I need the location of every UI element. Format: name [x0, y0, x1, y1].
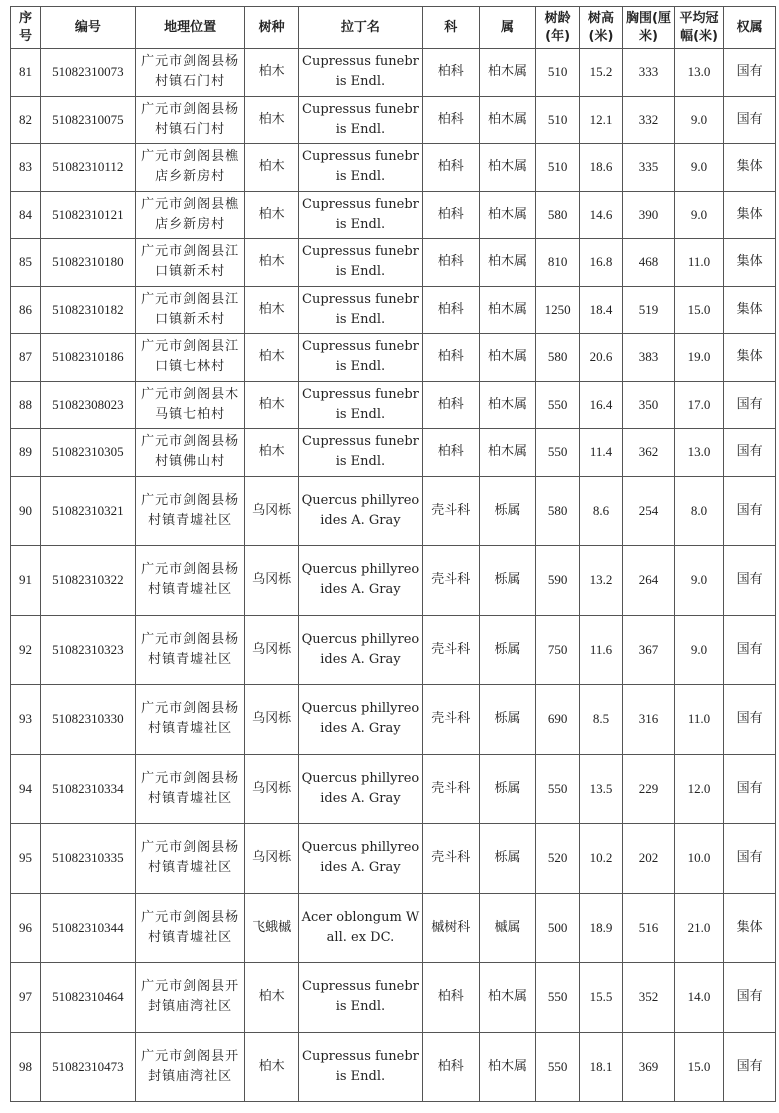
cell-location: 广元市剑阁县杨村镇石门村: [135, 49, 244, 97]
cell-crown: 9.0: [674, 191, 724, 239]
cell-crown: 9.0: [674, 615, 724, 685]
cell-age: 810: [536, 239, 579, 287]
cell-girth: 350: [623, 381, 675, 429]
cell-genus: 栎属: [479, 685, 536, 755]
cell-location: 广元市剑阁县杨村镇青墟社区: [135, 615, 244, 685]
header-ownership: 权属: [724, 7, 776, 49]
cell-location: 广元市剑阁县开封镇庙湾社区: [135, 963, 244, 1033]
cell-code: 51082310323: [40, 615, 135, 685]
cell-age: 550: [536, 963, 579, 1033]
cell-latin-name: Acer oblongum Wall. ex DC.: [299, 893, 423, 963]
cell-age: 590: [536, 546, 579, 616]
cell-seq: 81: [11, 49, 41, 97]
cell-girth: 362: [623, 429, 675, 477]
cell-height: 18.9: [579, 893, 622, 963]
cell-ownership: 集体: [724, 286, 776, 334]
header-genus: 属: [479, 7, 536, 49]
cell-location: 广元市剑阁县杨村镇青墟社区: [135, 824, 244, 894]
cell-crown: 8.0: [674, 476, 724, 546]
table-row: [11, 96, 776, 144]
table-row: [11, 239, 776, 287]
cell-species: 乌冈栎: [245, 685, 299, 755]
cell-age: 580: [536, 191, 579, 239]
cell-height: 16.8: [579, 239, 622, 287]
cell-code: 51082310075: [40, 96, 135, 144]
cell-ownership: 集体: [724, 191, 776, 239]
cell-species: 乌冈栎: [245, 615, 299, 685]
cell-crown: 15.0: [674, 286, 724, 334]
cell-seq: 97: [11, 963, 41, 1033]
cell-crown: 13.0: [674, 49, 724, 97]
cell-genus: 栎属: [479, 754, 536, 824]
cell-genus: 槭属: [479, 893, 536, 963]
cell-height: 14.6: [579, 191, 622, 239]
cell-species: 飞蛾槭: [245, 893, 299, 963]
header-age: 树龄(年): [536, 7, 579, 49]
cell-family: 柏科: [422, 49, 479, 97]
cell-ownership: 国有: [724, 754, 776, 824]
table-row: [11, 381, 776, 429]
header-location: 地理位置: [135, 7, 244, 49]
cell-latin-name: Quercus phillyreoides A. Gray: [299, 754, 423, 824]
cell-ownership: 国有: [724, 546, 776, 616]
cell-crown: 10.0: [674, 824, 724, 894]
cell-girth: 229: [623, 754, 675, 824]
table-row: [11, 144, 776, 192]
cell-age: 580: [536, 476, 579, 546]
cell-latin-name: Quercus phillyreoides A. Gray: [299, 615, 423, 685]
cell-ownership: 国有: [724, 476, 776, 546]
cell-location: 广元市剑阁县樵店乡新房村: [135, 144, 244, 192]
cell-crown: 17.0: [674, 381, 724, 429]
cell-latin-name: Cupressus funebris Endl.: [299, 49, 423, 97]
cell-code: 51082310121: [40, 191, 135, 239]
ancient-tree-table: [10, 6, 776, 1102]
cell-family: 柏科: [422, 144, 479, 192]
cell-height: 15.2: [579, 49, 622, 97]
cell-genus: 柏木属: [479, 429, 536, 477]
table-row: [11, 963, 776, 1033]
cell-age: 550: [536, 381, 579, 429]
cell-crown: 12.0: [674, 754, 724, 824]
table-row: [11, 685, 776, 755]
cell-code: 51082310180: [40, 239, 135, 287]
cell-code: 51082310344: [40, 893, 135, 963]
cell-species: 柏木: [245, 381, 299, 429]
cell-girth: 516: [623, 893, 675, 963]
cell-code: 51082310321: [40, 476, 135, 546]
cell-genus: 柏木属: [479, 334, 536, 382]
table-row: [11, 191, 776, 239]
cell-latin-name: Quercus phillyreoides A. Gray: [299, 824, 423, 894]
cell-height: 11.4: [579, 429, 622, 477]
cell-crown: 9.0: [674, 546, 724, 616]
cell-genus: 柏木属: [479, 191, 536, 239]
cell-species: 柏木: [245, 49, 299, 97]
cell-species: 柏木: [245, 239, 299, 287]
cell-genus: 栎属: [479, 476, 536, 546]
cell-latin-name: Cupressus funebris Endl.: [299, 144, 423, 192]
cell-age: 510: [536, 49, 579, 97]
cell-girth: 519: [623, 286, 675, 334]
cell-height: 18.1: [579, 1032, 622, 1102]
cell-latin-name: Quercus phillyreoides A. Gray: [299, 476, 423, 546]
cell-height: 11.6: [579, 615, 622, 685]
cell-location: 广元市剑阁县杨村镇青墟社区: [135, 476, 244, 546]
cell-age: 550: [536, 429, 579, 477]
cell-age: 510: [536, 96, 579, 144]
cell-ownership: 国有: [724, 429, 776, 477]
cell-age: 1250: [536, 286, 579, 334]
cell-latin-name: Cupressus funebris Endl.: [299, 963, 423, 1033]
cell-code: 51082308023: [40, 381, 135, 429]
cell-height: 8.5: [579, 685, 622, 755]
cell-ownership: 国有: [724, 615, 776, 685]
header-code: 编号: [40, 7, 135, 49]
cell-location: 广元市剑阁县杨村镇青墟社区: [135, 546, 244, 616]
cell-seq: 90: [11, 476, 41, 546]
cell-height: 18.6: [579, 144, 622, 192]
header-girth: 胸围(厘米): [623, 7, 675, 49]
cell-genus: 栎属: [479, 615, 536, 685]
cell-seq: 93: [11, 685, 41, 755]
cell-species: 乌冈栎: [245, 546, 299, 616]
cell-girth: 335: [623, 144, 675, 192]
table-body: [11, 49, 776, 1102]
cell-latin-name: Quercus phillyreoides A. Gray: [299, 546, 423, 616]
header-crown: 平均冠幅(米): [674, 7, 724, 49]
cell-code: 51082310473: [40, 1032, 135, 1102]
cell-latin-name: Cupressus funebris Endl.: [299, 286, 423, 334]
cell-location: 广元市剑阁县江口镇新禾村: [135, 239, 244, 287]
cell-ownership: 国有: [724, 49, 776, 97]
cell-species: 柏木: [245, 963, 299, 1033]
cell-seq: 88: [11, 381, 41, 429]
cell-age: 750: [536, 615, 579, 685]
cell-genus: 柏木属: [479, 96, 536, 144]
cell-family: 柏科: [422, 96, 479, 144]
cell-latin-name: Cupressus funebris Endl.: [299, 334, 423, 382]
cell-code: 51082310464: [40, 963, 135, 1033]
cell-ownership: 国有: [724, 824, 776, 894]
cell-code: 51082310186: [40, 334, 135, 382]
cell-location: 广元市剑阁县江口镇新禾村: [135, 286, 244, 334]
cell-family: 壳斗科: [422, 476, 479, 546]
cell-code: 51082310073: [40, 49, 135, 97]
cell-ownership: 国有: [724, 685, 776, 755]
cell-seq: 98: [11, 1032, 41, 1102]
cell-girth: 468: [623, 239, 675, 287]
cell-girth: 254: [623, 476, 675, 546]
cell-seq: 92: [11, 615, 41, 685]
cell-crown: 9.0: [674, 96, 724, 144]
cell-ownership: 集体: [724, 893, 776, 963]
cell-family: 柏科: [422, 191, 479, 239]
cell-location: 广元市剑阁县樵店乡新房村: [135, 191, 244, 239]
cell-code: 51082310330: [40, 685, 135, 755]
cell-height: 18.4: [579, 286, 622, 334]
cell-height: 13.2: [579, 546, 622, 616]
cell-species: 柏木: [245, 334, 299, 382]
header-latin: 拉丁名: [299, 7, 423, 49]
cell-family: 柏科: [422, 963, 479, 1033]
cell-code: 51082310334: [40, 754, 135, 824]
table-header-row: [11, 7, 776, 49]
cell-species: 柏木: [245, 144, 299, 192]
cell-ownership: 集体: [724, 239, 776, 287]
cell-crown: 19.0: [674, 334, 724, 382]
cell-seq: 86: [11, 286, 41, 334]
cell-height: 15.5: [579, 963, 622, 1033]
cell-latin-name: Cupressus funebris Endl.: [299, 191, 423, 239]
cell-crown: 13.0: [674, 429, 724, 477]
cell-age: 550: [536, 754, 579, 824]
cell-genus: 栎属: [479, 546, 536, 616]
cell-code: 51082310322: [40, 546, 135, 616]
cell-species: 乌冈栎: [245, 754, 299, 824]
cell-ownership: 集体: [724, 334, 776, 382]
cell-height: 20.6: [579, 334, 622, 382]
cell-location: 广元市剑阁县开封镇庙湾社区: [135, 1032, 244, 1102]
cell-location: 广元市剑阁县杨村镇青墟社区: [135, 754, 244, 824]
cell-location: 广元市剑阁县杨村镇青墟社区: [135, 893, 244, 963]
header-family: 科: [422, 7, 479, 49]
cell-seq: 91: [11, 546, 41, 616]
cell-family: 柏科: [422, 239, 479, 287]
cell-species: 乌冈栎: [245, 476, 299, 546]
table-row: [11, 824, 776, 894]
cell-seq: 95: [11, 824, 41, 894]
table-row: [11, 893, 776, 963]
cell-species: 柏木: [245, 191, 299, 239]
cell-family: 柏科: [422, 381, 479, 429]
cell-age: 520: [536, 824, 579, 894]
cell-age: 580: [536, 334, 579, 382]
cell-family: 柏科: [422, 286, 479, 334]
table-row: [11, 1032, 776, 1102]
cell-genus: 栎属: [479, 824, 536, 894]
cell-genus: 柏木属: [479, 381, 536, 429]
cell-girth: 316: [623, 685, 675, 755]
cell-latin-name: Cupressus funebris Endl.: [299, 1032, 423, 1102]
cell-family: 壳斗科: [422, 615, 479, 685]
cell-family: 壳斗科: [422, 824, 479, 894]
cell-height: 13.5: [579, 754, 622, 824]
cell-seq: 85: [11, 239, 41, 287]
cell-seq: 94: [11, 754, 41, 824]
cell-crown: 11.0: [674, 685, 724, 755]
cell-crown: 15.0: [674, 1032, 724, 1102]
cell-height: 10.2: [579, 824, 622, 894]
cell-girth: 333: [623, 49, 675, 97]
cell-girth: 383: [623, 334, 675, 382]
cell-ownership: 国有: [724, 381, 776, 429]
cell-ownership: 国有: [724, 1032, 776, 1102]
cell-location: 广元市剑阁县杨村镇石门村: [135, 96, 244, 144]
cell-crown: 11.0: [674, 239, 724, 287]
cell-location: 广元市剑阁县杨村镇佛山村: [135, 429, 244, 477]
cell-location: 广元市剑阁县杨村镇青墟社区: [135, 685, 244, 755]
cell-family: 柏科: [422, 334, 479, 382]
cell-height: 12.1: [579, 96, 622, 144]
cell-age: 500: [536, 893, 579, 963]
cell-genus: 柏木属: [479, 963, 536, 1033]
table-row: [11, 286, 776, 334]
cell-seq: 87: [11, 334, 41, 382]
cell-seq: 96: [11, 893, 41, 963]
cell-crown: 21.0: [674, 893, 724, 963]
table-row: [11, 49, 776, 97]
cell-height: 8.6: [579, 476, 622, 546]
cell-family: 壳斗科: [422, 754, 479, 824]
cell-family: 槭树科: [422, 893, 479, 963]
cell-girth: 264: [623, 546, 675, 616]
cell-girth: 367: [623, 615, 675, 685]
cell-girth: 390: [623, 191, 675, 239]
cell-ownership: 集体: [724, 144, 776, 192]
cell-crown: 14.0: [674, 963, 724, 1033]
cell-seq: 83: [11, 144, 41, 192]
cell-species: 柏木: [245, 429, 299, 477]
cell-girth: 202: [623, 824, 675, 894]
cell-seq: 89: [11, 429, 41, 477]
cell-age: 690: [536, 685, 579, 755]
cell-latin-name: Cupressus funebris Endl.: [299, 239, 423, 287]
cell-species: 柏木: [245, 286, 299, 334]
cell-girth: 352: [623, 963, 675, 1033]
header-species: 树种: [245, 7, 299, 49]
cell-family: 柏科: [422, 429, 479, 477]
table-row: [11, 334, 776, 382]
cell-code: 51082310305: [40, 429, 135, 477]
table-row: [11, 476, 776, 546]
cell-genus: 柏木属: [479, 286, 536, 334]
cell-location: 广元市剑阁县木马镇七柏村: [135, 381, 244, 429]
cell-seq: 84: [11, 191, 41, 239]
cell-family: 柏科: [422, 1032, 479, 1102]
cell-latin-name: Quercus phillyreoides A. Gray: [299, 685, 423, 755]
cell-height: 16.4: [579, 381, 622, 429]
cell-species: 乌冈栎: [245, 824, 299, 894]
cell-genus: 柏木属: [479, 239, 536, 287]
cell-latin-name: Cupressus funebris Endl.: [299, 429, 423, 477]
header-height: 树高(米): [579, 7, 622, 49]
cell-code: 51082310112: [40, 144, 135, 192]
cell-latin-name: Cupressus funebris Endl.: [299, 96, 423, 144]
cell-genus: 柏木属: [479, 1032, 536, 1102]
table-row: [11, 754, 776, 824]
cell-species: 柏木: [245, 96, 299, 144]
cell-genus: 柏木属: [479, 144, 536, 192]
cell-crown: 9.0: [674, 144, 724, 192]
cell-age: 550: [536, 1032, 579, 1102]
cell-code: 51082310335: [40, 824, 135, 894]
cell-girth: 369: [623, 1032, 675, 1102]
table-row: [11, 615, 776, 685]
cell-ownership: 国有: [724, 96, 776, 144]
cell-genus: 柏木属: [479, 49, 536, 97]
cell-code: 51082310182: [40, 286, 135, 334]
header-seq: 序号: [11, 7, 41, 49]
table-row: [11, 429, 776, 477]
cell-girth: 332: [623, 96, 675, 144]
cell-latin-name: Cupressus funebris Endl.: [299, 381, 423, 429]
cell-species: 柏木: [245, 1032, 299, 1102]
cell-seq: 82: [11, 96, 41, 144]
cell-family: 壳斗科: [422, 685, 479, 755]
cell-location: 广元市剑阁县江口镇七林村: [135, 334, 244, 382]
cell-ownership: 国有: [724, 963, 776, 1033]
cell-family: 壳斗科: [422, 546, 479, 616]
cell-age: 510: [536, 144, 579, 192]
table-row: [11, 546, 776, 616]
